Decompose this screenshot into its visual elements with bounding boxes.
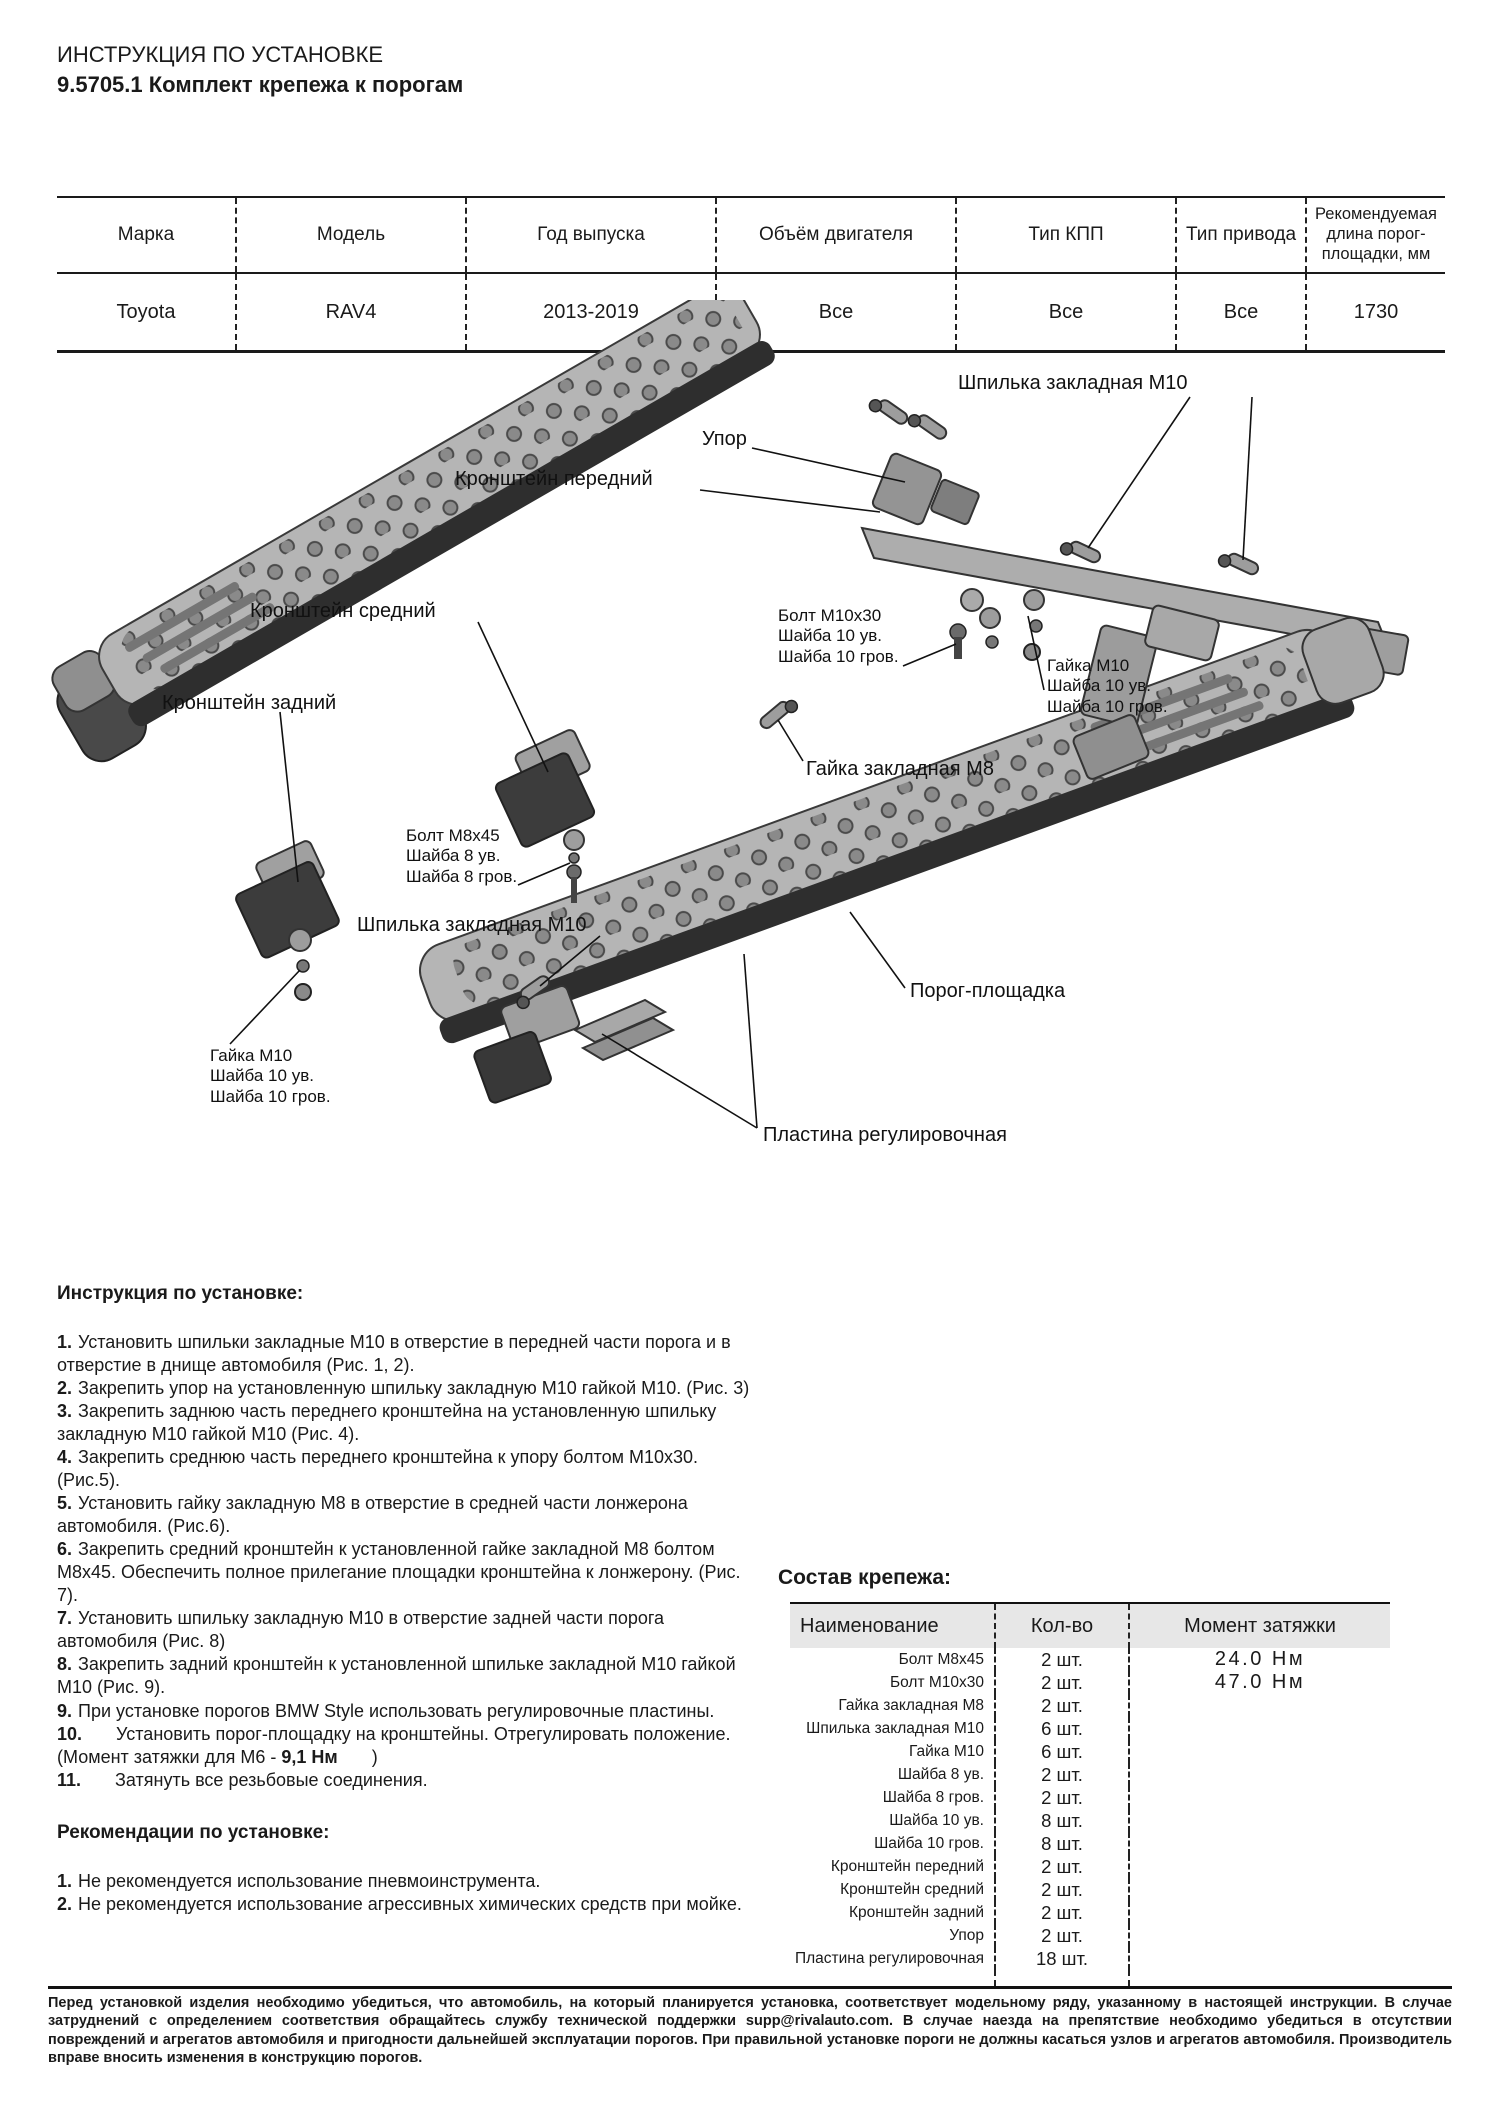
nut-m10-left-part (295, 984, 311, 1000)
col-header-drive: Тип привода (1175, 198, 1305, 272)
vehicle-brand: Toyota (116, 300, 176, 323)
washer-8-a (564, 830, 584, 850)
vehicle-year: 2013-2019 (465, 274, 715, 350)
vehicle-engine: Все (715, 274, 955, 350)
label-adjusting-plate: Пластина регулировочная (763, 1124, 1007, 1146)
rear-bracket-body (234, 860, 341, 959)
parts-row: Шайба 8 гров. 2 шт. (790, 1786, 1390, 1809)
stud-m10-a (867, 393, 910, 430)
stud-m10-b (906, 408, 949, 445)
washer-right-a (1024, 590, 1044, 610)
parts-row: Пластина регулировочная 18 шт. (790, 1947, 1390, 1970)
bolt-m10x30-shaft (954, 637, 962, 659)
assembly-diagram (0, 300, 1500, 1250)
parts-row: Болт М10х30 2 шт. 47.0 Нм (790, 1671, 1390, 1694)
install-step-11: 11. Затянуть все резьбовые соединения. (57, 1769, 428, 1790)
parts-row: Болт М8х45 2 шт. 24.0 Нм (790, 1648, 1390, 1671)
parts-col-name: Наименование (800, 1614, 939, 1637)
label-captive-nut-m8: Гайка закладная М8 (806, 758, 994, 780)
vehicle-drive: Все (1175, 274, 1305, 350)
parts-row: Гайка М10 6 шт. (790, 1740, 1390, 1763)
parts-row: Гайка закладная М8 2 шт. (790, 1694, 1390, 1717)
col-header-model: Модель (235, 198, 465, 272)
recommendation-2: 2. Не рекомендуется использование агрессивных химических средств при мойке. (57, 1893, 742, 1914)
parts-table-header (790, 1604, 1390, 1648)
bolt-m8x45-shaft (571, 877, 577, 903)
installation-instructions (57, 1283, 761, 1916)
label-bolt-m8x45: Болт М8х45 Шайба 8 ув. Шайба 8 гров. (406, 826, 518, 886)
label-bracket-front: Кронштейн передний (455, 468, 653, 490)
install-step-1: 1. Установить шпильки закладные М10 в отверстие в передней части порога и в отверстие в днище автомобиля (Рис. 1, 2). (57, 1332, 731, 1376)
label-upor: Упор (702, 428, 747, 450)
parts-row: Шпилька закладная М10 6 шт. (790, 1717, 1390, 1740)
recommendations-heading: Рекомендации по установке: (57, 1821, 330, 1843)
parts-row: Кронштейн задний 2 шт. (790, 1901, 1390, 1924)
col-header-year: Год выпуска (465, 198, 715, 272)
label-nut-m10-right: Гайка М10 Шайба 10 ув. Шайба 10 гров. (1047, 656, 1168, 716)
parts-table (790, 1602, 1390, 1986)
label-stud-top: Шпилька закладная М10 (958, 372, 1188, 394)
install-step-9: 9. При установке порогов BMW Style использовать регулировочные пластины. (57, 1700, 715, 1721)
upor-part (871, 452, 943, 526)
page-subtitle: 9.5705.1 Комплект крепежа к порогам (57, 71, 464, 97)
washer-left-a (289, 929, 311, 951)
parts-col-torque: Момент затяжки (1128, 1604, 1390, 1648)
install-step-4: 4. Закрепить среднюю часть переднего кронштейна к упору болтом М10х30. (Рис.5). (57, 1447, 698, 1491)
label-bracket-middle: Кронштейн средний (250, 600, 436, 622)
footer-disclaimer: Перед установкой изделия необходимо убедиться, что автомобиль, на который планируется установка, соответствует модельному ряду, указанному в настоящей инструкции. В случае затруднений с определением соответствия обращайтесь службу технической поддержки supp@rivalauto.com. В случае наезда на препятствие необходимо убедиться в отсутствии повреждений и агрегатов автомобиля и пригодности дальнейшей эксплуатации порогов. При правильной установке пороги не должны касаться узлов и агрегатов автомобиля. Производитель вправе вносить изменения в конструкцию порогов. (48, 1986, 1452, 2068)
install-step-5: 5. Установить гайку закладную М8 в отверстие в средней части лонжерона автомобиля. (Рис.6). (57, 1493, 688, 1537)
install-step-7: 7. Установить шпильку закладную М10 в отверстие задней части порога автомобиля (Рис. 8) (57, 1608, 665, 1652)
washer-10-c (986, 636, 998, 648)
vehicle-board-length: 1730 (1305, 274, 1445, 350)
install-step-10: 10. Установить порог-площадку на кронштейны. Отрегулировать положение. (Момент затяжки для М6 - 9,1 Нм ) (57, 1723, 731, 1767)
parts-col-qty: Кол-во (994, 1604, 1128, 1648)
vehicle-table-header (57, 198, 1445, 274)
recommendation-1: 1. Не рекомендуется использование пневмоинструмента. (57, 1870, 541, 1891)
page-title: ИНСТРУКЦИЯ ПО УСТАНОВКЕ (57, 42, 384, 67)
label-nut-m10-left: Гайка М10 Шайба 10 ув. Шайба 10 гров. (210, 1046, 331, 1106)
label-stud-mid: Шпилька закладная М10 (357, 914, 587, 936)
washer-8-b (569, 853, 579, 863)
install-step-6: 6. Закрепить средний кронштейн к установленной гайке закладной М8 болтом М8х45. Обеспечить полное прилегание площадки кронштейна к лонжерону. (Рис. 7). (57, 1539, 741, 1606)
parts-heading: Состав крепежа: (778, 1566, 952, 1589)
install-step-8: 8. Закрепить задний кронштейн к установленной шпильке закладной М10 гайкой М10 (Рис. 9). (57, 1654, 736, 1698)
washer-10-b (980, 608, 1000, 628)
install-step-2: 2. Закрепить упор на установленную шпильку закладную М10 гайкой М10. (Рис. 3) (57, 1378, 750, 1399)
col-header-length: Рекомендуемая длина порог-площадки, мм (1305, 198, 1445, 272)
parts-row: Шайба 8 ув. 2 шт. (790, 1763, 1390, 1786)
label-bolt-m10x30: Болт М10х30 Шайба 10 ув. Шайба 10 гров. (778, 606, 899, 666)
col-header-gearbox: Тип КПП (955, 198, 1175, 272)
torque-m6-value: 9,1 Нм (281, 1746, 338, 1767)
parts-table-spacer (790, 1970, 1390, 1986)
label-running-board: Порог-площадка (910, 980, 1066, 1002)
vehicle-gearbox: Все (955, 274, 1175, 350)
parts-row: Шайба 10 ув. 8 шт. (790, 1809, 1390, 1832)
parts-row: Шайба 10 гров. 8 шт. (790, 1832, 1390, 1855)
parts-row: Упор 2 шт. (790, 1924, 1390, 1947)
parts-row: Кронштейн средний 2 шт. (790, 1878, 1390, 1901)
col-header-engine: Объём двигателя (715, 198, 955, 272)
parts-row: Кронштейн передний 2 шт. (790, 1855, 1390, 1878)
washer-10-large (961, 589, 983, 611)
vehicle-model: RAV4 (235, 274, 465, 350)
captive-nut-m8 (758, 695, 800, 734)
installation-heading: Инструкция по установке: (57, 1283, 304, 1304)
stud-m10-c (1059, 536, 1102, 568)
col-header-brand: Марка (117, 224, 175, 245)
doc-title-block (57, 40, 463, 99)
bolt-m8x45-head (567, 865, 581, 879)
left-running-board (39, 300, 784, 769)
stud-m10-d (1217, 548, 1260, 580)
install-step-3: 3. Закрепить заднюю часть переднего кронштейна на установленную шпильку закладную М10 гайкой М10 (Рис. 4). (57, 1401, 717, 1445)
label-bracket-rear: Кронштейн задний (162, 692, 337, 714)
